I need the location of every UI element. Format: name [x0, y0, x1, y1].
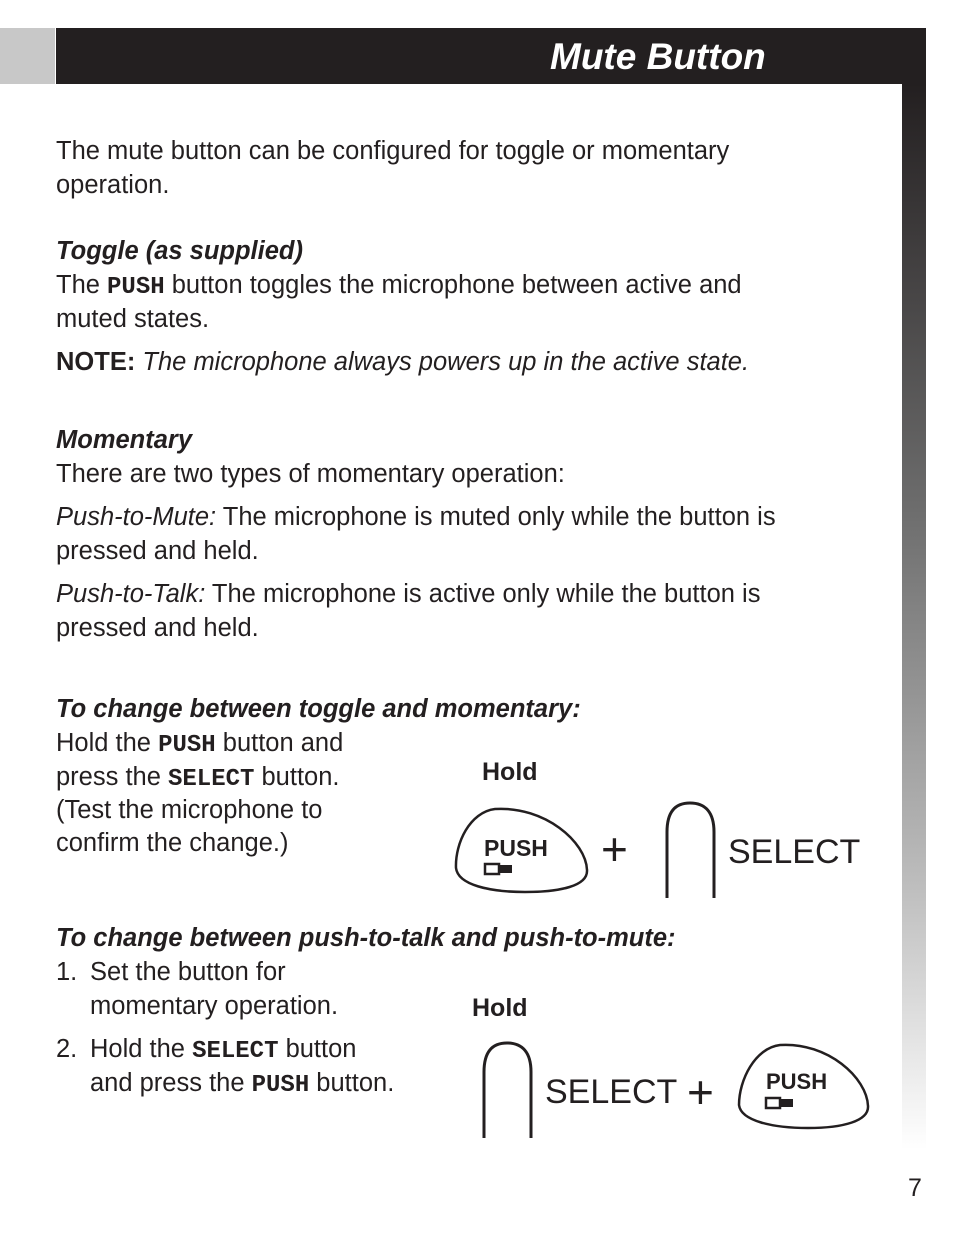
toggle-heading: Toggle (as supplied): [56, 237, 303, 265]
diagram2-hold-label: Hold: [472, 994, 528, 1022]
momentary-heading: Momentary: [56, 426, 193, 454]
push-button-label: PUSH: [766, 1069, 828, 1094]
diagram1-hold-label: Hold: [482, 758, 538, 786]
step-2-line-1: Hold the SELECT button: [90, 1035, 357, 1065]
step-2-line-2: and press the PUSH button.: [90, 1069, 395, 1099]
step-1-number: 1.: [56, 958, 78, 986]
plus-sign: +: [687, 1066, 714, 1118]
change-mode-line-2: press the SELECT button.: [56, 763, 340, 793]
change-type-heading: To change between push-to-talk and push-to-mute:: [56, 924, 676, 952]
toggle-line-1: The PUSH button toggles the microphone between active and: [56, 271, 742, 301]
change-mode-heading: To change between toggle and momentary:: [56, 695, 581, 723]
select-button-label: SELECT: [545, 1073, 678, 1111]
page-number: 7: [908, 1174, 922, 1202]
step-2-number: 2.: [56, 1035, 78, 1063]
push-key-label: PUSH: [107, 274, 165, 301]
select-button-shape: [484, 1043, 531, 1138]
plus-sign: +: [601, 823, 628, 875]
momentary-intro: There are two types of momentary operation:: [56, 460, 565, 488]
push-to-talk-line-2: pressed and held.: [56, 614, 259, 642]
change-mode-line-1: Hold the PUSH button and: [56, 729, 344, 759]
toggle-line-2: muted states.: [56, 305, 210, 333]
intro-line-2: operation.: [56, 171, 170, 199]
push-button-glyph-icon: [766, 1098, 793, 1108]
push-to-mute-line-1: Push-to-Mute: The microphone is muted only while the button is: [56, 503, 776, 531]
note-label: NOTE:: [56, 348, 136, 376]
step-1-line-2: momentary operation.: [90, 992, 339, 1020]
change-mode-line-3: (Test the microphone to: [56, 796, 323, 824]
push-to-talk-label: Push-to-Talk:: [56, 580, 206, 608]
step-1-line-1: Set the button for: [90, 958, 286, 986]
page-title: Mute Button: [550, 36, 766, 77]
select-button-label: SELECT: [728, 833, 861, 871]
note-text: The microphone always powers up in the active state.: [135, 348, 750, 376]
push-button-label: PUSH: [484, 835, 548, 861]
push-to-talk-line-1: Push-to-Talk: The microphone is active only while the button is: [56, 580, 761, 608]
intro-line-1: The mute button can be configured for toggle or momentary: [56, 137, 730, 165]
change-mode-line-4: confirm the change.): [56, 829, 289, 857]
push-to-mute-line-2: pressed and held.: [56, 537, 259, 565]
push-to-mute-label: Push-to-Mute:: [56, 503, 217, 531]
